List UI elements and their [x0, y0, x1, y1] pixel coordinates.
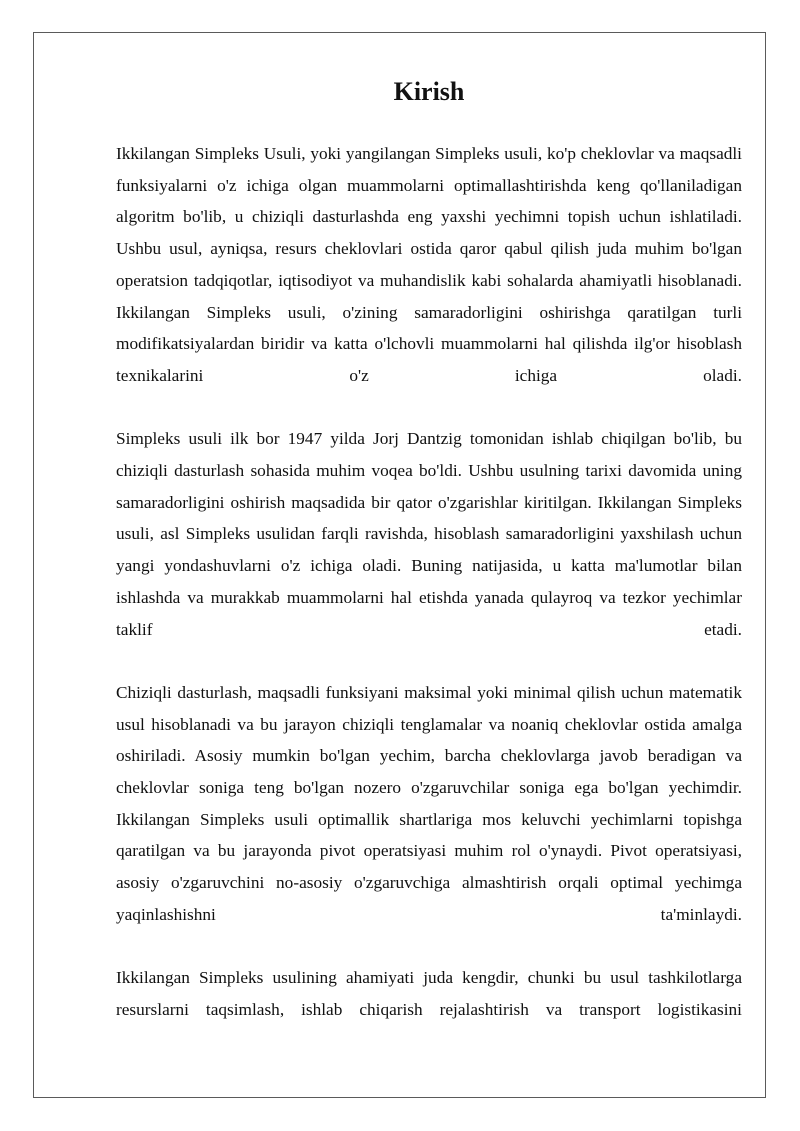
paragraph-linear-programming: Chiziqli dasturlash, maqsadli funksiyani maksimal yoki minimal qilish uchun matematik usul hisoblanadi va bu jarayon chiziqli tenglamalar va noaniq cheklovlar ostida amalga oshiriladi. Asosiy mumkin bo'lgan yechim, barcha cheklovlarga javob beradigan va cheklovlar soniga teng bo'lgan nozero o'zgaruvchilar soniga ega bo'lgan yechimdir. Ikkilangan Simpleks usuli optimallik shartlariga mos keluvchi yechimlarni topishga qaratilgan va bu jarayonda pivot operatsiyasi muhim rol o'ynaydi. Pivot operatsiyasi, asosiy o'zgaruvchini no-asosiy o'zgaruvchiga almashtirish orqali optimal yechimga yaqinlashishni ta'minlaydi. [116, 682, 742, 924]
document-body [116, 74, 742, 1057]
paragraph-history: Simpleks usuli ilk bor 1947 yilda Jorj Dantzig tomonidan ishlab chiqilgan bo'lib, bu chiziqli dasturlash sohasida muhim voqea bo'ldi. Ushbu usulning tarixi davomida uning samaradorligini oshirish maqsadida bir qator o'zgarishlar kiritilgan. Ikkilangan Simpleks usuli, asl Simpleks usulidan farqli ravishda, hisoblash samaradorligini yaxshilash uchun yangi yondashuvlarni o'z ichiga oladi. Buning natijasida, u katta ma'lumotlar bilan ishlashda va murakkab muammolarni hal etishda yanada qulayroq va tezkor yechimlar taklif etadi. [116, 429, 742, 639]
document-title: Kirish [393, 77, 465, 106]
paragraph-introduction: Ikkilangan Simpleks Usuli, yoki yangilangan Simpleks usuli, ko'p cheklovlar va maqsadli funksiyalarni o'z ichiga olgan muammolarni optimallashtirishda keng qo'llaniladigan algoritm bo'lib, u chiziqli dasturlashda eng yaxshi yechimni topish uchun ishlatiladi. Ushbu usul, ayniqsa, resurs cheklovlari ostida qaror qabul qilish juda muhim bo'lgan operatsion tadqiqotlar, iqtisodiyot va muhandislik kabi sohalarda ahamiyatli hisoblanadi. Ikkilangan Simpleks usuli, o'zining samaradorligini oshirishga qaratilgan turli modifikatsiyalardan biridir va katta o'lchovli muammolarni hal qilishda ilg'or hisoblash texnikalarini o'z ichiga oladi. [116, 144, 742, 385]
paragraph-importance: Ikkilangan Simpleks usulining ahamiyati juda kengdir, chunki bu usul tashkilotlarga resurslarni taqsimlash, ishlab chiqarish rejalashtirish va transport logistikasini [116, 968, 742, 1019]
